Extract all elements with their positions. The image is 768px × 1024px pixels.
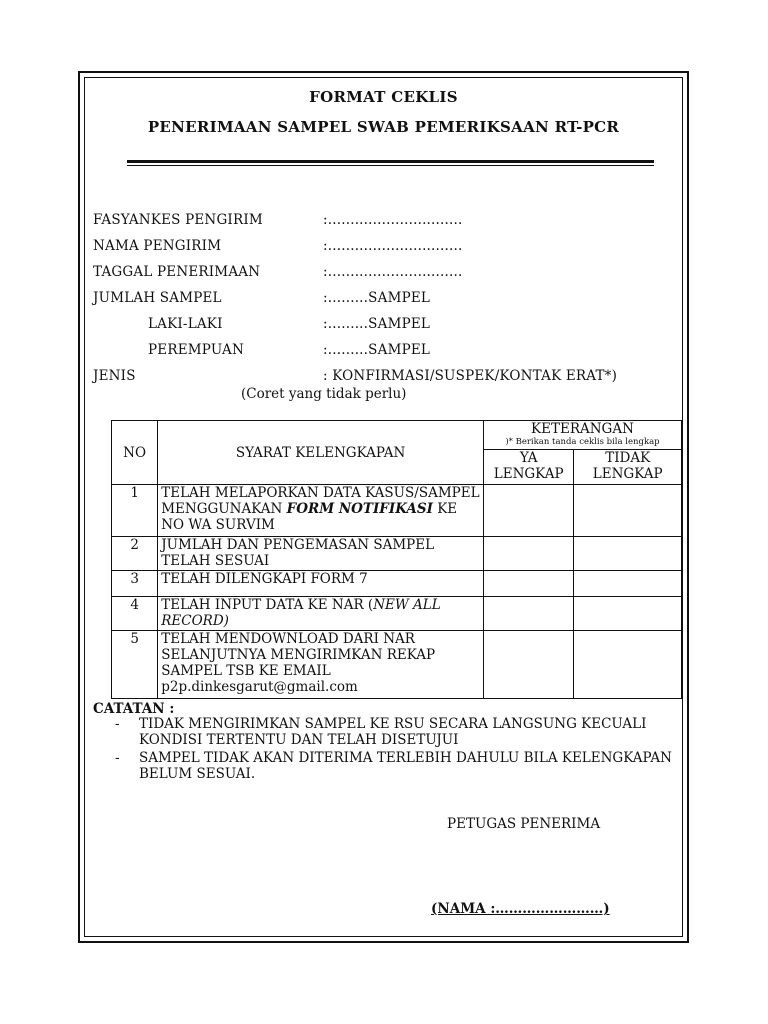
title-divider-thick xyxy=(127,160,654,163)
petugas-label: PETUGAS PENERIMA xyxy=(447,816,601,832)
header-keterangan-label: KETERANGAN xyxy=(531,421,634,437)
row-syarat xyxy=(158,485,484,537)
row-no: 1 xyxy=(112,485,158,537)
jenis-note: (Coret yang tidak perlu) xyxy=(241,386,407,402)
field-nama-pengirim xyxy=(93,238,673,264)
bullet-dash: - xyxy=(115,750,120,766)
field-tanggal xyxy=(93,264,673,290)
field-value[interactable]: :.........SAMPEL xyxy=(323,342,431,358)
row-no: 5 xyxy=(112,631,158,699)
row-syarat: JUMLAH DAN PENGEMASAN SAMPEL TELAH SESUAI xyxy=(158,537,484,571)
checkbox-ya-lengkap[interactable] xyxy=(483,537,573,571)
field-laki-laki xyxy=(93,316,673,342)
table-header-row xyxy=(112,421,682,450)
list-item xyxy=(115,716,685,748)
checkbox-ya-lengkap[interactable] xyxy=(483,597,573,631)
nama-signature-field[interactable]: (NAMA :……………………) xyxy=(431,901,610,917)
checklist-table xyxy=(111,420,682,699)
field-value[interactable]: :.............................. xyxy=(323,264,463,280)
header-tidak-lengkap: TIDAK LENGKAP xyxy=(574,450,682,485)
row-text-italic: NEW ALL RECORD) xyxy=(161,597,441,629)
checkbox-tidak-lengkap[interactable] xyxy=(574,597,682,631)
field-label: LAKI-LAKI xyxy=(148,316,223,332)
field-perempuan xyxy=(93,342,673,368)
field-value[interactable]: :.........SAMPEL xyxy=(323,316,431,332)
row-syarat xyxy=(158,631,484,699)
field-label: JUMLAH SAMPEL xyxy=(93,290,222,306)
field-label: PEREMPUAN xyxy=(148,342,244,358)
row-text: TELAH INPUT DATA KE NAR ( xyxy=(161,597,374,613)
list-item-text: SAMPEL TIDAK AKAN DITERIMA TERLEBIH DAHULU BILA KELENGKAPAN BELUM SESUAI. xyxy=(139,750,672,782)
row-text: TELAH MELAPORKAN DATA KASUS/SAMPEL MENGGUNAKAN xyxy=(161,485,480,517)
field-label: NAMA PENGIRIM xyxy=(93,238,222,254)
row-no: 4 xyxy=(112,597,158,631)
field-value[interactable]: :.........SAMPEL xyxy=(323,290,431,306)
row-text: KE NO WA SURVIM xyxy=(161,501,458,533)
header-keterangan xyxy=(483,421,681,450)
table-row xyxy=(112,631,682,699)
table-row xyxy=(112,485,682,537)
checkbox-ya-lengkap[interactable] xyxy=(483,631,573,699)
row-no: 2 xyxy=(112,537,158,571)
checkbox-tidak-lengkap[interactable] xyxy=(574,571,682,597)
row-no: 3 xyxy=(112,571,158,597)
title-divider-thin xyxy=(127,165,654,166)
table-row xyxy=(112,537,682,571)
row-syarat: TELAH DILENGKAPI FORM 7 xyxy=(158,571,484,597)
header-no: NO xyxy=(112,421,158,485)
checkbox-ya-lengkap[interactable] xyxy=(483,485,573,537)
field-value[interactable]: :.............................. xyxy=(323,212,463,228)
table-row xyxy=(112,597,682,631)
header-keterangan-note: )* Berikan tanda ceklis bila lengkap xyxy=(505,437,660,447)
checkbox-tidak-lengkap[interactable] xyxy=(574,631,682,699)
header-ya-lengkap: YA LENGKAP xyxy=(483,450,573,485)
field-label: JENIS xyxy=(93,368,136,384)
row-text: TELAH MENDOWNLOAD DARI NAR SELANJUTNYA MENGIRIMKAN REKAP SAMPEL TSB KE EMAIL xyxy=(161,631,436,679)
checkbox-ya-lengkap[interactable] xyxy=(483,571,573,597)
form-fields xyxy=(93,212,673,394)
checkbox-tidak-lengkap[interactable] xyxy=(574,485,682,537)
list-item xyxy=(115,750,685,782)
field-value[interactable]: : KONFIRMASI/SUSPEK/KONTAK ERAT*) xyxy=(323,368,618,384)
catatan-list xyxy=(115,716,685,784)
bullet-dash: - xyxy=(115,716,120,732)
field-fasyankes xyxy=(93,212,673,238)
table-row xyxy=(112,571,682,597)
catatan-title: CATATAN : xyxy=(93,701,175,717)
field-value[interactable]: :.............................. xyxy=(323,238,463,254)
document-title: FORMAT CEKLIS xyxy=(309,88,458,106)
field-label: TAGGAL PENERIMAAN xyxy=(93,264,261,280)
header-syarat: SYARAT KELENGKAPAN xyxy=(158,421,484,485)
list-item-text: TIDAK MENGIRIMKAN SAMPEL KE RSU SECARA LANGSUNG KECUALI KONDISI TERTENTU DAN TELAH DISETUJUI xyxy=(139,716,647,748)
email-text: p2p.dinkesgarut@gmail.com xyxy=(161,679,358,695)
field-label: FASYANKES PENGIRIM xyxy=(93,212,263,228)
document-subtitle: PENERIMAAN SAMPEL SWAB PEMERIKSAAN RT-PCR xyxy=(147,118,620,136)
checkbox-tidak-lengkap[interactable] xyxy=(574,537,682,571)
row-text-emphasis: FORM NOTIFIKASI xyxy=(286,501,433,517)
field-jumlah-sampel xyxy=(93,290,673,316)
row-syarat xyxy=(158,597,484,631)
